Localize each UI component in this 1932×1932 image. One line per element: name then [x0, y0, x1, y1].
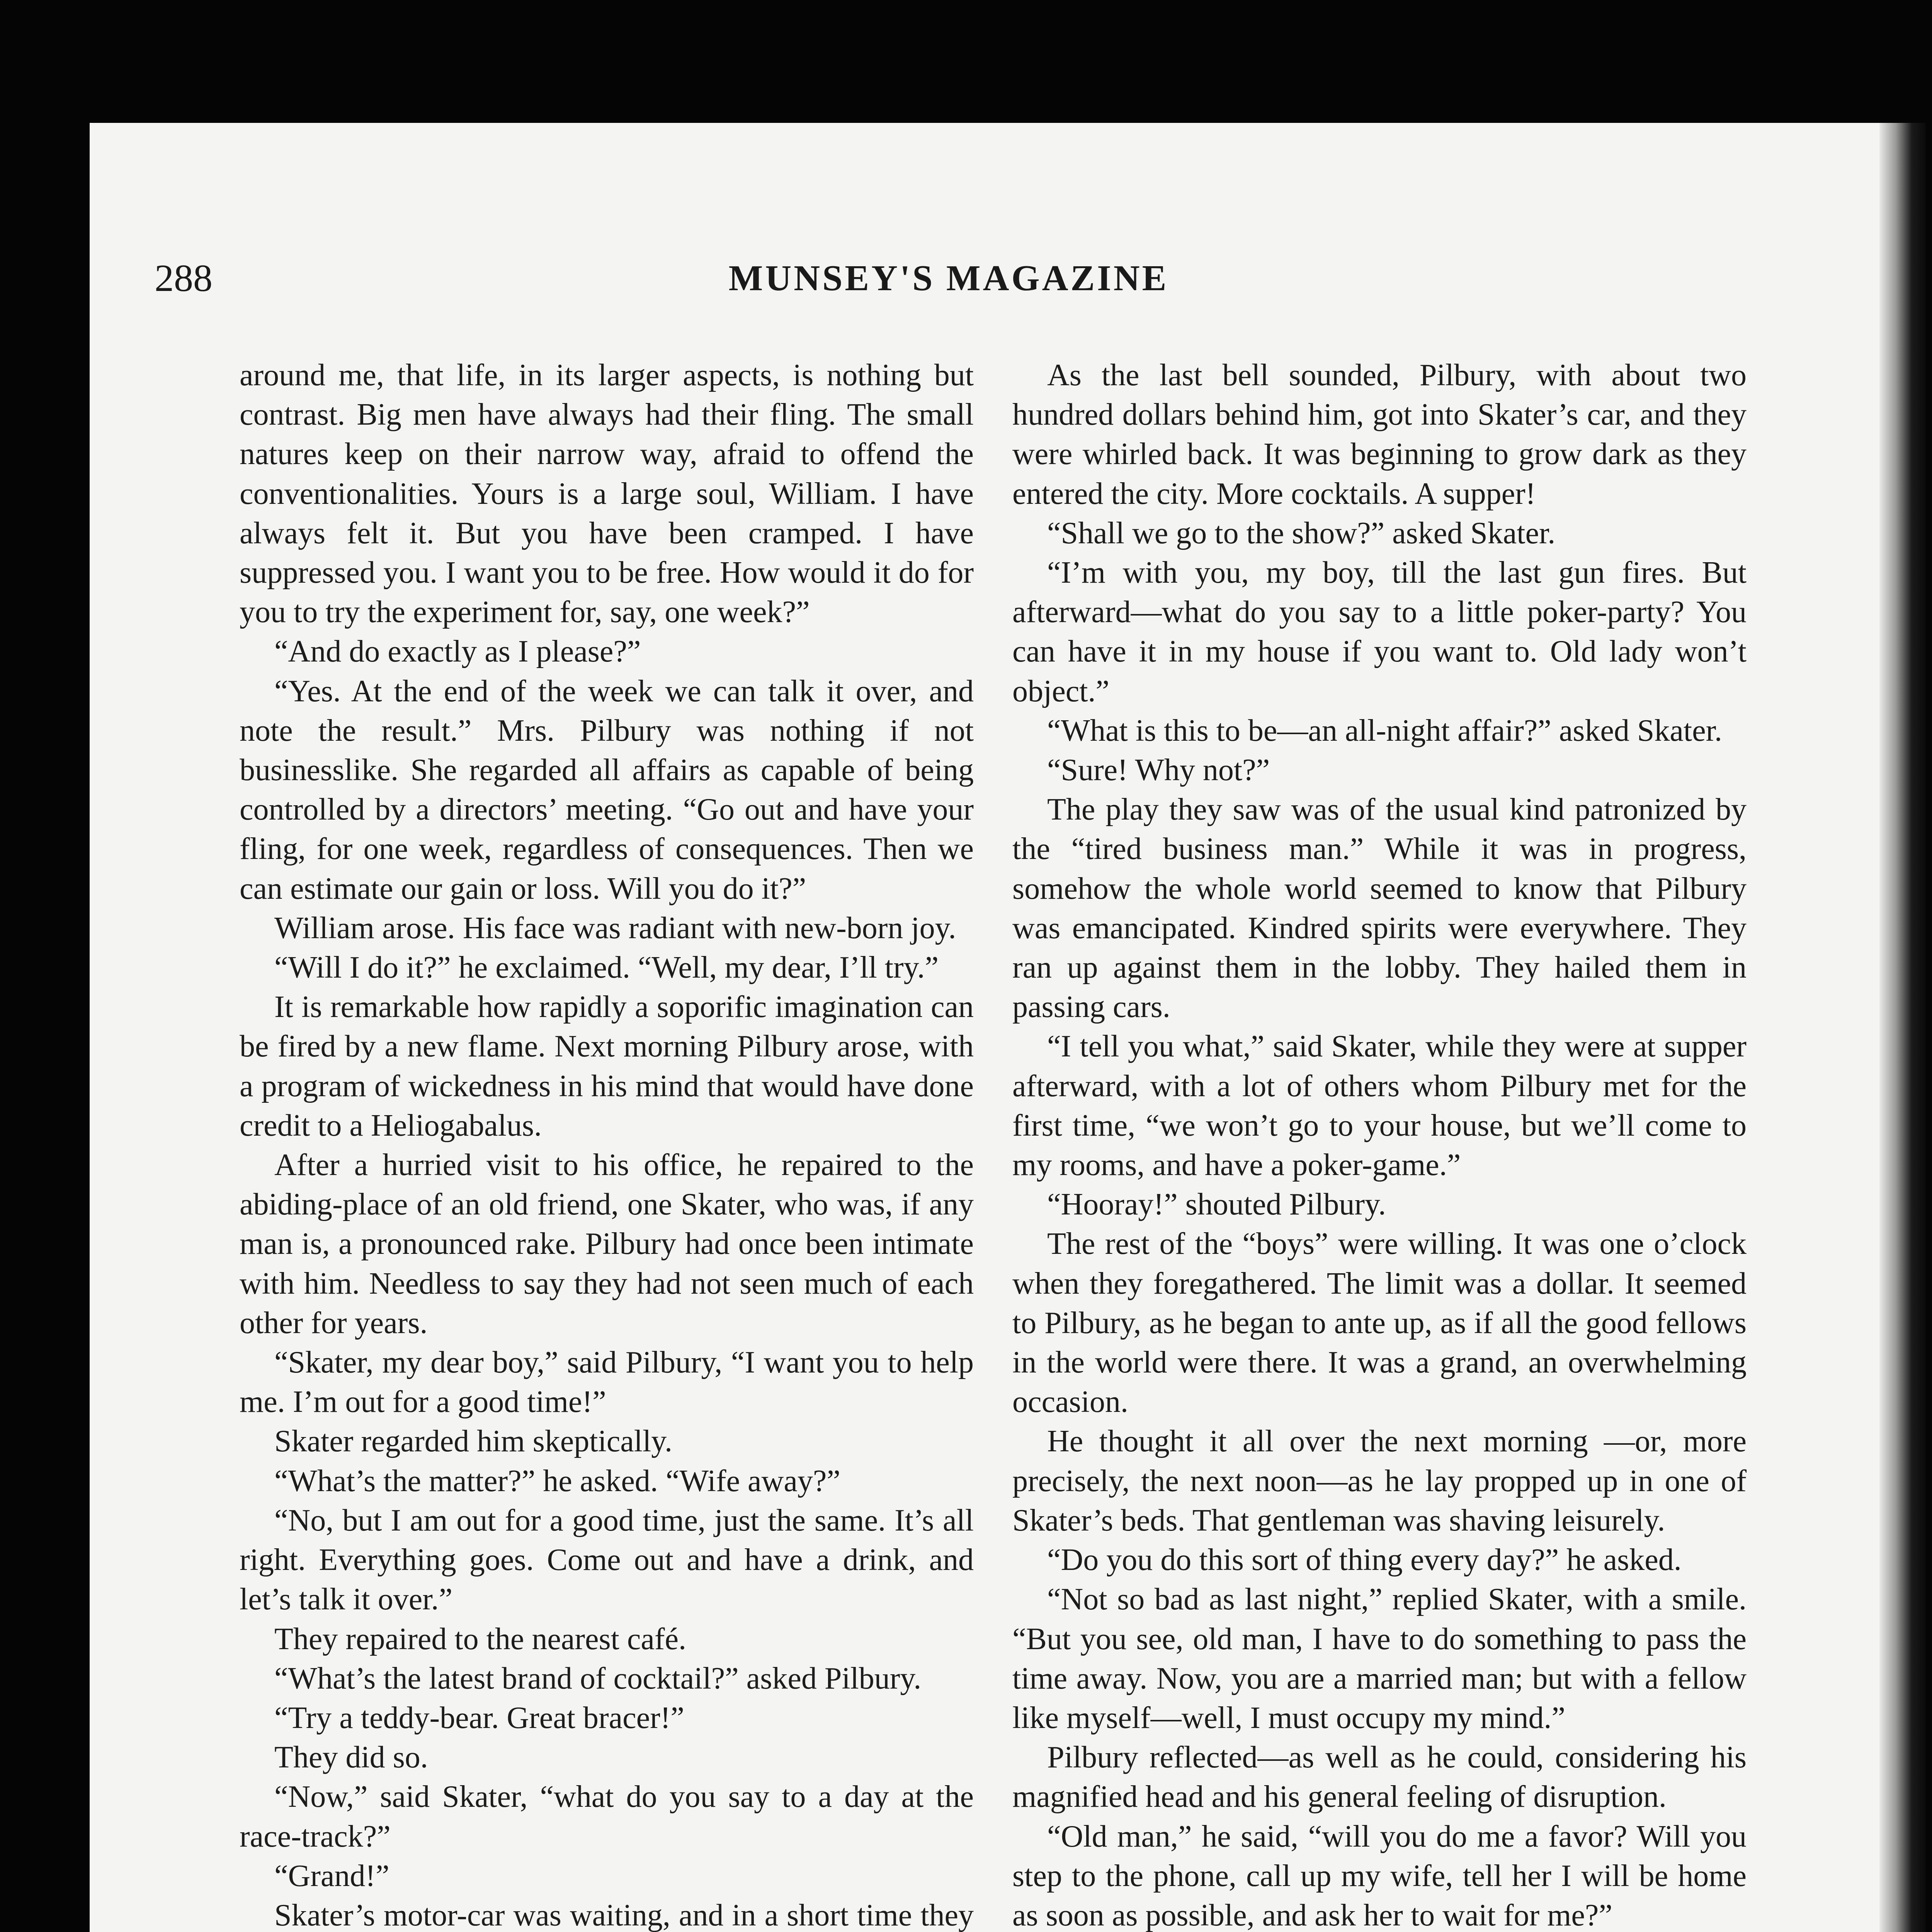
paragraph: “I’m with you, my boy, till the last gun fires. But afterward—what do you say to a little poker-party? You can have it in my house if you want to. Old lady won’t object.”	[1012, 556, 1747, 708]
paragraph: “Shall we go to the show?” asked Skater.	[1047, 516, 1556, 550]
paragraph: “What’s the matter?” he asked. “Wife away?”	[274, 1464, 840, 1498]
paragraph: The play they saw was of the usual kind patronized by the “tired business man.” While it was in progress, somehow the whole world seemed to know that Pilbury was emancipated. Kindred spirits were everywhere. They ran up against them in the lobby. They hailed them in passing cars.	[1012, 793, 1747, 1024]
paragraph: “Not so bad as last night,” replied Skater, with a smile. “But you see, old man, I have to do something to pass the time away. Now, you are a married man; but with a fellow like myself—well, I must occupy my mind.”	[1012, 1582, 1747, 1735]
paragraph: They repaired to the nearest café.	[274, 1622, 687, 1656]
magazine-title: MUNSEY'S MAGAZINE	[728, 258, 1169, 298]
paragraph: Skater regarded him skeptically.	[274, 1424, 672, 1459]
paragraph: “What’s the latest brand of cocktail?” asked Pilbury.	[274, 1661, 922, 1696]
paragraph: around me, that life, in its larger aspects, is nothing but contrast. Big men have always had their fling. The small natures keep on their narrow way, afraid to offend the conventionalities. Yours is a large soul, William. I have always felt it. But you have been cramped. I have suppressed you. I want you to be free. How would it do for you to try the experiment for, say, one week?”	[240, 358, 974, 629]
paragraph: “Grand!”	[274, 1859, 389, 1893]
text-column-left	[240, 355, 974, 1932]
paragraph: “No, but I am out for a good time, just the same. It’s all right. Everything goes. Come out and have a drink, and let’s talk it over.”	[240, 1503, 974, 1617]
paragraph: “I tell you what,” said Skater, while they were at supper afterward, with a lot of others whom Pilbury met for the first time, “we won’t go to your house, but we’ll come to my rooms, and have a poker-game.”	[1012, 1029, 1747, 1182]
paragraph: “Do you do this sort of thing every day?” he asked.	[1047, 1543, 1682, 1577]
paragraph: “Yes. At the end of the week we can talk it over, and note the result.” Mrs. Pilbury was nothing if not businesslike. She regarded all affairs as capable of being controlled by a directors’ meeting. “Go out and have your fling, for one week, regardless of consequences. Then we can estimate our gain or loss. Will you do it?”	[240, 674, 974, 906]
paragraph: “Try a teddy-bear. Great bracer!”	[274, 1701, 684, 1735]
paragraph: The rest of the “boys” were willing. It was one o’clock when they foregathered. The limit was a dollar. It seemed to Pilbury, as he began to ante up, as if all the good fellows in the world were there. It was a grand, an overwhelming occasion.	[1012, 1227, 1747, 1419]
paragraph: William arose. His face was radiant with new-born joy.	[274, 911, 956, 945]
paragraph: “Will I do it?” he exclaimed. “Well, my dear, I’ll try.”	[274, 951, 939, 985]
page-number: 288	[155, 257, 213, 299]
paragraph: “What is this to be—an all-night affair?” asked Skater.	[1047, 713, 1722, 748]
book-spine-shadow	[1879, 123, 1926, 1932]
paragraph: It is remarkable how rapidly a soporific imagination can be fired by a new flame. Next morning Pilbury arose, with a program of wickedness in his mind that would have done credit to a Heliogabalus.	[240, 990, 974, 1143]
paragraph: “And do exactly as I please?”	[274, 634, 641, 669]
text-column-right	[1012, 355, 1747, 1932]
running-head	[155, 255, 1743, 301]
paragraph: “Sure! Why not?”	[1047, 753, 1270, 787]
paragraph: “Hooray!” shouted Pilbury.	[1047, 1187, 1386, 1222]
paragraph: Pilbury reflected—as well as he could, considering his magnified head and his general feeling of disruption.	[1012, 1740, 1747, 1814]
paragraph: After a hurried visit to his office, he repaired to the abiding-place of an old friend, one Skater, who was, if any man is, a pronounced rake. Pilbury had once been intimate with him. Needless to say they had not seen much of each other for years.	[240, 1148, 974, 1340]
paragraph: Skater’s motor-car was waiting, and in a short time they	[274, 1898, 974, 1932]
paragraph: He thought it all over the next morning —or, more precisely, the next noon—as he lay propped up in one of Skater’s beds. That gentleman was shaving leisurely.	[1012, 1424, 1747, 1537]
paragraph: “Skater, my dear boy,” said Pilbury, “I want you to help me. I’m out for a good time!”	[240, 1345, 974, 1419]
paragraph: As the last bell sounded, Pilbury, with about two hundred dollars behind him, got into Skater’s car, and they were whirled back. It was beginning to grow dark as they entered the city. More cocktails. A supper!	[1012, 358, 1747, 511]
paragraph: “Now,” said Skater, “what do you say to a day at the race-track?”	[240, 1780, 974, 1854]
paragraph: They did so.	[274, 1740, 428, 1775]
paragraph: “Old man,” he said, “will you do me a favor? Will you step to the phone, call up my wife, tell her I will be home as soon as possible, and ask her to wait for me?”	[1012, 1819, 1747, 1932]
